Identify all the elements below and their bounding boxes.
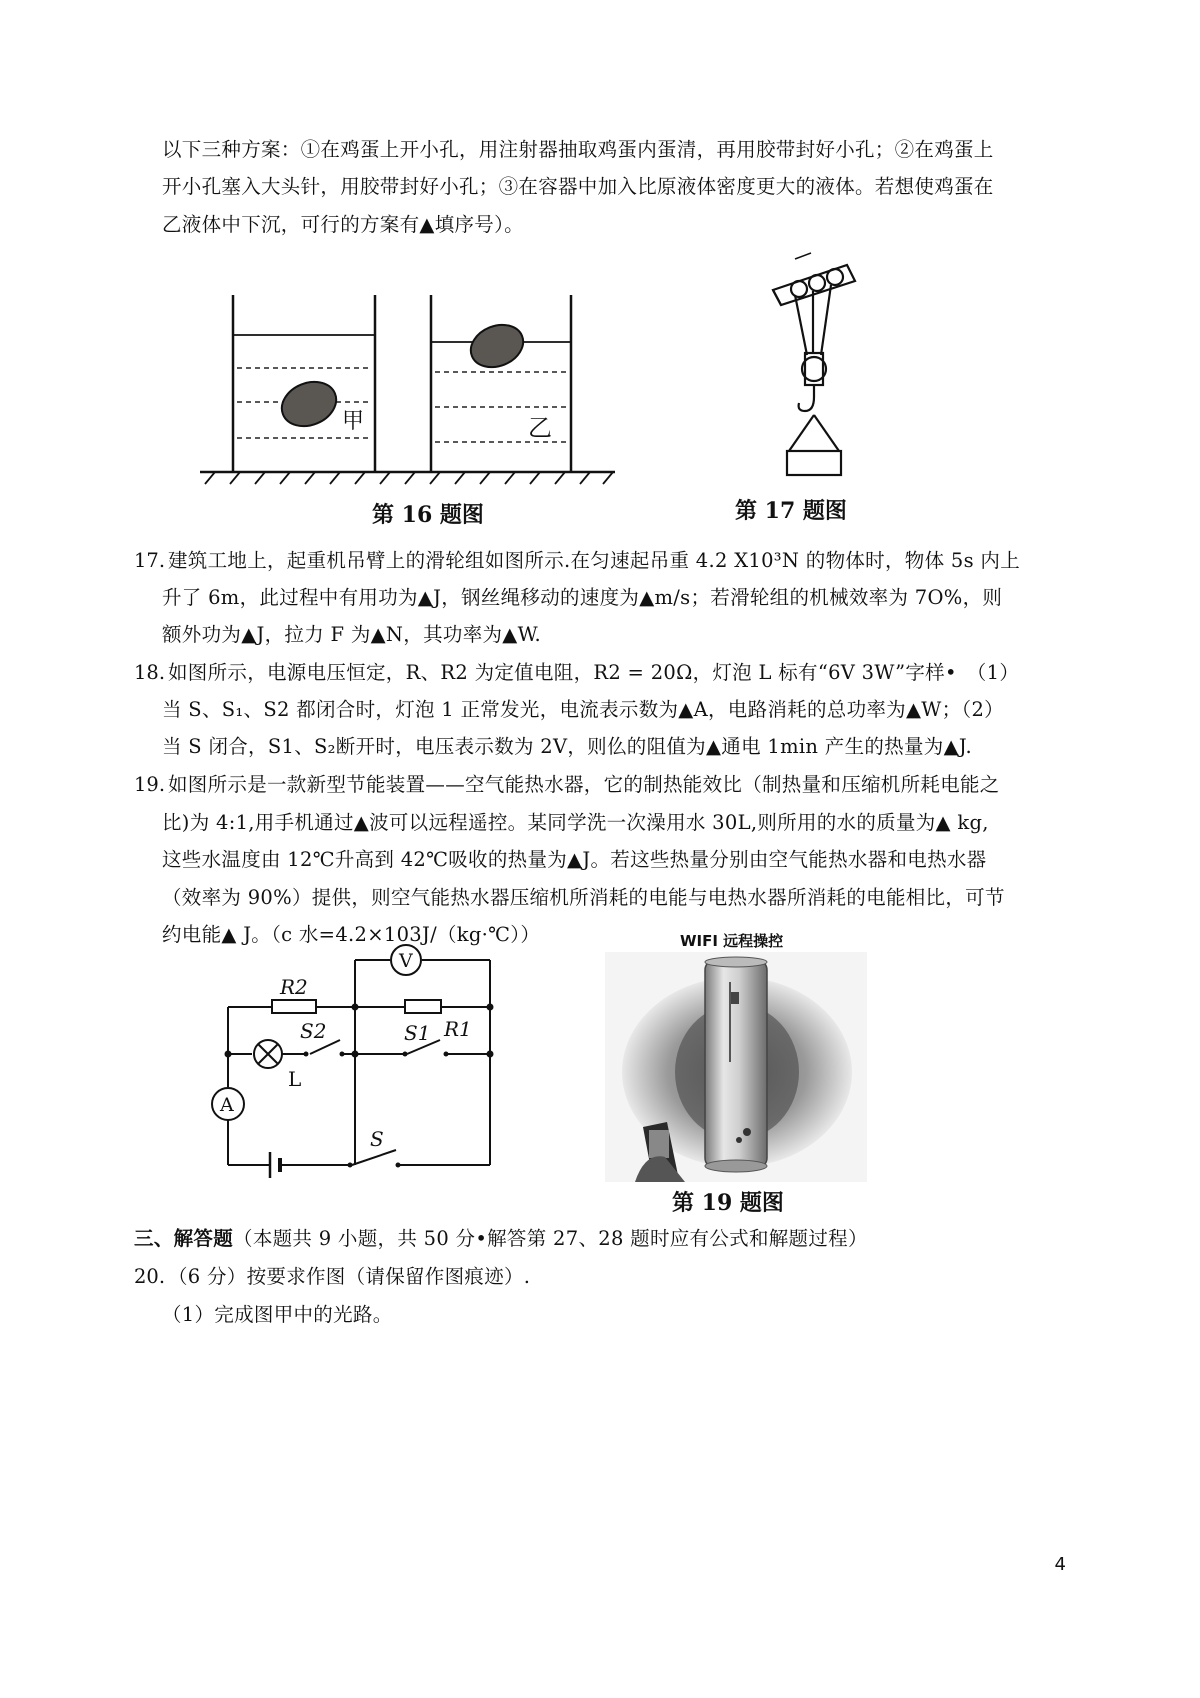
r2-label: R2 bbox=[280, 975, 308, 999]
label-jia: 甲 bbox=[342, 409, 365, 434]
egg-jia bbox=[275, 374, 343, 434]
text-line: 如图所示是一款新型节能装置——空气能热水器，它的制热能效比（制热量和压缩机所耗电能之 bbox=[168, 773, 1000, 796]
s1-label: S1 bbox=[404, 1021, 431, 1045]
circuit-figure bbox=[200, 940, 520, 1210]
page-number: 4 bbox=[1054, 1554, 1066, 1575]
text-line: （6 分）按要求作图（请保留作图痕迹）. bbox=[168, 1265, 531, 1288]
s2-label: S2 bbox=[300, 1019, 327, 1043]
text-line: 开小孔塞入大头针，用胶带封好小孔；③在容器中加入比原液体密度更大的液体。若想使鸡蛋在 bbox=[162, 175, 994, 198]
question-number: 19. bbox=[134, 773, 166, 796]
egg-yi bbox=[464, 317, 529, 374]
text-line: 如图所示，电源电压恒定，R、R2 为定值电阻，R2 = 20Ω，灯泡 L 标有“6V 3W”字样• （1） bbox=[168, 661, 1020, 684]
figure-16-caption: 第 16 题图 bbox=[372, 502, 484, 528]
s-label: S bbox=[370, 1127, 384, 1151]
text-line: 升了 6m，此过程中有用功为▲J，钢丝绳移动的速度为▲m/s；若滑轮组的机械效率为 7O%，则 bbox=[162, 586, 1003, 609]
question-number: 20. bbox=[134, 1265, 166, 1288]
question-number: 18. bbox=[134, 661, 166, 684]
r1-label: R1 bbox=[444, 1017, 472, 1041]
figure-19-photo bbox=[605, 952, 867, 1182]
text-line: 当 S、S₁、S2 都闭合时，灯泡 1 正常发光，电流表示数为▲A，电路消耗的总功率为▲W；（2） bbox=[162, 698, 1004, 721]
section-heading bbox=[134, 1226, 868, 1252]
figure-17 bbox=[755, 245, 875, 490]
figure-19-caption: 第 19 题图 bbox=[672, 1190, 784, 1216]
text-line: 建筑工地上，起重机吊臂上的滑轮组如图所示.在匀速起吊重 4.2 X10³N 的物体时，物体 5s 内上 bbox=[168, 549, 1020, 572]
figure-16 bbox=[195, 250, 625, 530]
text-line: 乙液体中下沉，可行的方案有▲填序号）。 bbox=[162, 213, 524, 236]
section-note: （本题共 9 小题，共 50 分•解答第 27、28 题时应有公式和解题过程） bbox=[233, 1227, 868, 1250]
text-line: 这些水温度由 12℃升高到 42℃吸收的热量为▲J。若这些热量分别由空气能热水器和电热水器 bbox=[162, 848, 987, 871]
ammeter-label: A bbox=[220, 1094, 234, 1116]
section-title: 三、解答题 bbox=[134, 1227, 234, 1250]
lamp-label: L bbox=[288, 1067, 302, 1091]
figure-19-header: WIFI 远程操控 bbox=[680, 932, 784, 950]
text-line: 当 S 闭合，S1、S₂断开时，电压表示数为 2V，则仫的阻值为▲通电 1min 产生的热量为▲J. bbox=[162, 735, 972, 758]
voltmeter-label: V bbox=[399, 950, 413, 972]
text-line: 额外功为▲J，拉力 F 为▲N，其功率为▲W. bbox=[162, 623, 542, 646]
text-line: 比)为 4:1,用手机通过▲波可以远程遥控。某同学洗一次澡用水 30L,则所用的水的质量为▲ kg, bbox=[162, 811, 989, 834]
question-number: 17. bbox=[134, 549, 166, 572]
text-line: 以下三种方案：①在鸡蛋上开小孔，用注射器抽取鸡蛋内蛋清，再用胶带封好小孔；②在鸡蛋上 bbox=[162, 138, 994, 161]
text-line: 约电能▲ J。（c 水=4.2×103J/（kg·℃）） bbox=[162, 923, 541, 946]
figure-17-caption: 第 17 题图 bbox=[735, 498, 847, 524]
text-line: （效率为 90%）提供，则空气能热水器压缩机所消耗的电能与电热水器所消耗的电能相比，可节 bbox=[162, 886, 1005, 909]
text-line: （1）完成图甲中的光路。 bbox=[162, 1303, 393, 1326]
label-yi: 乙 bbox=[528, 414, 552, 442]
